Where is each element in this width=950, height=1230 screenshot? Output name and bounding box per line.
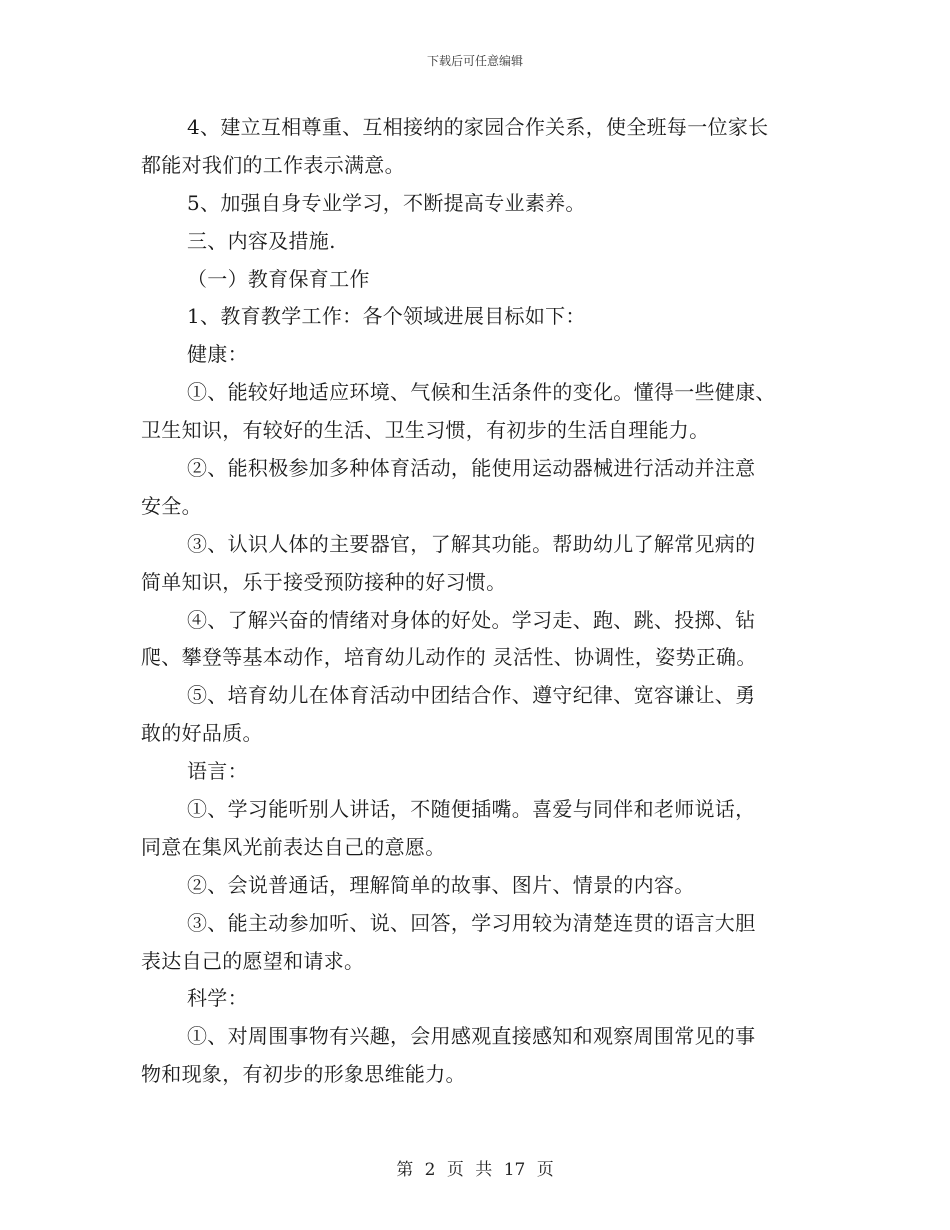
text-line: ②、能积极参加多种体育活动，能使用运动器械进行活动并注意 [187,456,756,481]
text-line: 都能对我们的工作表示满意。 [141,152,405,177]
category-label-language: 语言： [187,759,248,784]
text-line: 4、建立互相尊重、互相接纳的家园合作关系，使全班每一位家长 [187,115,769,139]
category-label-science: 科学： [187,986,248,1011]
text-line: 卫生知识，有较好的生活、卫生习惯，有初步的生活自理能力。 [141,418,710,443]
text-line: 简单知识，乐于接受预防接种的好习惯。 [141,569,507,594]
text-line: ③、认识人体的主要器官，了解其功能。帮助幼儿了解常见病的 [187,531,756,556]
text-line: 爬、攀登等基本动作，培育幼儿动作的 灵活性、协调性，姿势正确。 [141,645,757,670]
page-number-footer: 第 2 页 共 17 页 [396,1160,554,1180]
subsection-heading: （一）教育保育工作 [187,266,370,291]
text-line: ①、学习能听别人讲话，不随便插嘴。喜爱与同伴和老师说话， [187,797,756,822]
text-line: ②、会说普通话，理解简单的故事、图片、情景的内容。 [187,872,695,897]
text-line: ③、能主动参加听、说、回答，学习用较为清楚连贯的语言大胆 [187,910,756,935]
document-body [141,109,821,1094]
text-line: 物和现象，有初步的形象思维能力。 [141,1062,466,1087]
text-line: 安全。 [141,493,202,518]
text-line: ⑤、培育幼儿在体育活动中团结合作、遵守纪律、宽容谦让、勇 [187,683,756,708]
text-line: ①、对周围事物有兴趣，会用感观直接感知和观察周围常见的事 [187,1024,756,1049]
section-heading: 三、内容及措施. [187,228,336,253]
category-label-health: 健康： [187,342,248,367]
text-line: 表达自己的愿望和请求。 [141,948,365,973]
page-header: 下载后可任意编辑 [426,54,523,68]
text-line: 同意在集风光前表达自己的意愿。 [141,834,446,859]
text-line: 5、加强自身专业学习，不断提高专业素养。 [187,190,586,215]
text-line: 1、教育教学工作：各个领域进展目标如下： [187,304,586,329]
text-line: ④、了解兴奋的情绪对身体的好处。学习走、跑、跳、投掷、钻 [187,607,756,632]
text-line: ①、能较好地适应环境、气候和生活条件的变化。懂得一些健康、 [187,380,776,405]
text-line: 敢的好品质。 [141,721,263,746]
